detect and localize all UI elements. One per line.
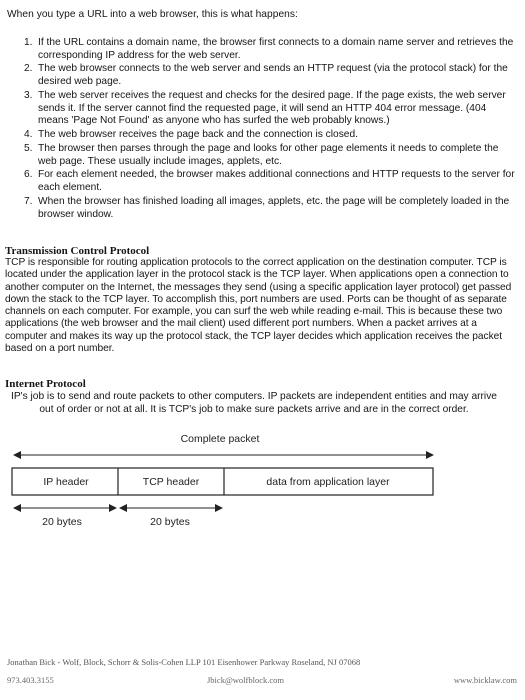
step-number: 1. xyxy=(24,37,33,48)
step-text: The web browser connects to the web server and sends an HTTP request (via the protocol stack) for the desired web page. xyxy=(38,63,508,88)
step-item xyxy=(24,169,516,194)
steps-list xyxy=(24,37,516,222)
ip-heading: Internet Protocol xyxy=(5,378,86,390)
step-number: 6. xyxy=(24,169,33,181)
step-text: For each element needed, the browser makes additional connections and HTTP requests to the server for each element. xyxy=(38,169,515,194)
ip-header-segment: IP header xyxy=(43,476,89,488)
tcp-heading: Transmission Control Protocol xyxy=(5,245,150,257)
complete-packet-label: Complete packet xyxy=(180,433,260,445)
footer-email: Jbick@wolfblock.com xyxy=(207,675,284,685)
step-text: The web server receives the request and checks for the desired page. If the page exists, the web server sends it. If the server cannot find the requested page, it will send an HTTP 404 error message. (404 means 'Page Not Found' as anyone who has surfed the web probably knows.) xyxy=(38,89,506,127)
step-item xyxy=(24,63,516,88)
tcp-size-label: 20 bytes xyxy=(150,516,190,528)
step-number: 3. xyxy=(24,89,33,101)
step-item xyxy=(24,129,516,142)
footer-phone: 973.403.3155 xyxy=(7,675,54,685)
step-text: The web browser receives the page back and the connection is closed. xyxy=(38,129,358,141)
step-number: 4. xyxy=(24,129,33,141)
footer-contact-row xyxy=(7,675,517,687)
step-text: The browser then parses through the page and looks for other page elements it needs to complete the web page. These usually include images, applets, etc. xyxy=(38,142,499,167)
step-text: If the URL contains a domain name, the browser first connects to a domain name server and retrieves the corresponding IP address for the web server. xyxy=(38,37,514,61)
step-number: 7. xyxy=(24,195,33,207)
footer-website: www.bicklaw.com xyxy=(453,675,517,685)
step-item xyxy=(24,196,516,221)
step-text: When the browser has finished loading all images, applets, etc. the page will be completely loaded in the browser window. xyxy=(38,195,510,220)
tcp-header-segment: TCP header xyxy=(142,476,200,488)
footer-address: Jonathan Bick - Wolf, Block, Schorr & Solis-Cohen LLP 101 Eisenhower Parkway Roseland, NJ 07068 xyxy=(7,657,361,667)
intro-text: When you type a URL into a web browser, this is what happens: xyxy=(7,9,298,20)
ip-size-label: 20 bytes xyxy=(42,516,82,528)
step-item xyxy=(24,143,516,168)
step-number: 5. xyxy=(24,142,33,154)
step-number: 2. xyxy=(24,63,33,75)
ip-paragraph: IP's job is to send and route packets to other computers. IP packets are independent entities and may arrive out of order or not at all. It is TCP's job to make sure packets arrive and are in the correct order. xyxy=(11,391,497,415)
data-segment: data from application layer xyxy=(266,476,390,488)
tcp-paragraph: TCP is responsible for routing application protocols to the correct application on the destination computer. TCP is located under the application layer in the protocol stack is the TCP layer. When applications open a connection to another computer on the Internet, the messages they send (using a specific application layer protocol) get passed down the stack to the TCP layer. To accomplish this, port numbers are used. Ports can be thought of as separate channels on each computer. For example, you can surf the web while reading e-mail. This is because these two applications (the web browser and the mail client) used different port numbers. When a packet arrives at a computer and makes its way up the protocol stack, the TCP layer decides which application receives the packet based on a port number. xyxy=(5,257,512,355)
step-item xyxy=(24,37,516,62)
packet-diagram xyxy=(0,430,525,540)
step-item xyxy=(24,90,516,128)
